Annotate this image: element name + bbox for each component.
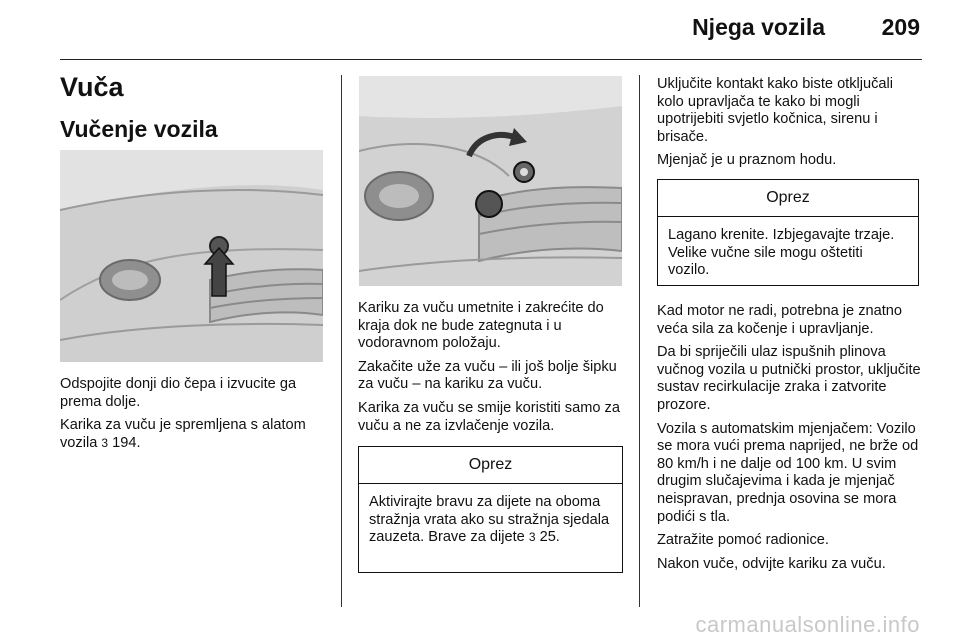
column-2-text [358,300,624,441]
xref-page: 194. [112,434,141,451]
column-1-text [60,376,328,458]
figure-bumper-cap [60,150,323,362]
notice-body: Lagano krenite. Izbjegavajte trzaje. Velike vučne sile mogu oštetiti vozilo. [668,227,895,279]
paragraph: Karika za vuču se smije koristiti samo za vuču a ne za izvlačenje vozila. [358,399,620,434]
column-3-text-top [657,76,923,176]
section-subtitle: Vučenje vozila [60,116,218,142]
paragraph: Zakačite uže za vuču – ili još bolje šipku za vuču – na kariku za vuču. [358,358,617,393]
paragraph: Da bi spriječili ulaz ispušnih plinova vučnog vozila u putnički prostor, uključite sustav recirkulacije zraka i zatvorite prozore. [657,344,921,413]
paragraph: Zatražite pomoć radionice. [657,532,829,549]
column-divider-1 [341,75,342,607]
paragraph: Kariku za vuču umetnite i zakrećite do kraja dok ne bude zategnuta i u vodoravnom položaju. [358,300,604,352]
watermark: carmanualsonline.info [695,612,920,637]
page-header-title: Njega vozila [692,14,825,40]
paragraph: Vozila s automatskim mjenjačem: Vozilo se mora vući prema naprijed, ne brže od 80 km/h i ne dalje od 100 km. U svim drugim slučajevima i kada je mjenjač neispravan, prednja osovina se mora podići s tla. [657,420,919,525]
paragraph: Odspojite donji dio čepa i izvucite ga prema dolje. [60,376,297,410]
xref-icon: 3 [101,435,109,450]
paragraph: Kad motor ne radi, potrebna je znatno veća sila za kočenje i upravljanje. [657,303,903,337]
figure-towing-eye [359,76,622,286]
header-rule [60,59,922,60]
notice-body: Aktivirajte bravu za dijete na oboma stražnja vrata ako su stražnja sjedala zauzeta. Brave za dijete 3 25. [369,494,610,546]
section-title: Vuča [60,72,124,102]
paragraph: Mjenjač je u praznom hodu. [657,152,837,169]
paragraph: Nakon vuče, odvijte kariku za vuču. [657,555,886,572]
notice-box-towing [657,179,919,286]
notice-heading: Oprez [658,180,918,217]
xref-page: 25. [539,529,560,546]
column-3-text-bottom [657,303,925,579]
page-number: 209 [881,14,920,40]
notice-box-child-lock [358,446,623,573]
xref-icon: 3 [528,530,536,545]
paragraph: Karika za vuču je spremljena s alatom vozila 3 194. [60,417,306,451]
column-divider-2 [639,75,640,607]
notice-heading: Oprez [359,447,622,484]
paragraph: Uključite kontakt kako biste otključali kolo upravljača te kako bi mogli upotrijebiti svjetlo kočnica, sirenu i brisače. [657,76,894,145]
